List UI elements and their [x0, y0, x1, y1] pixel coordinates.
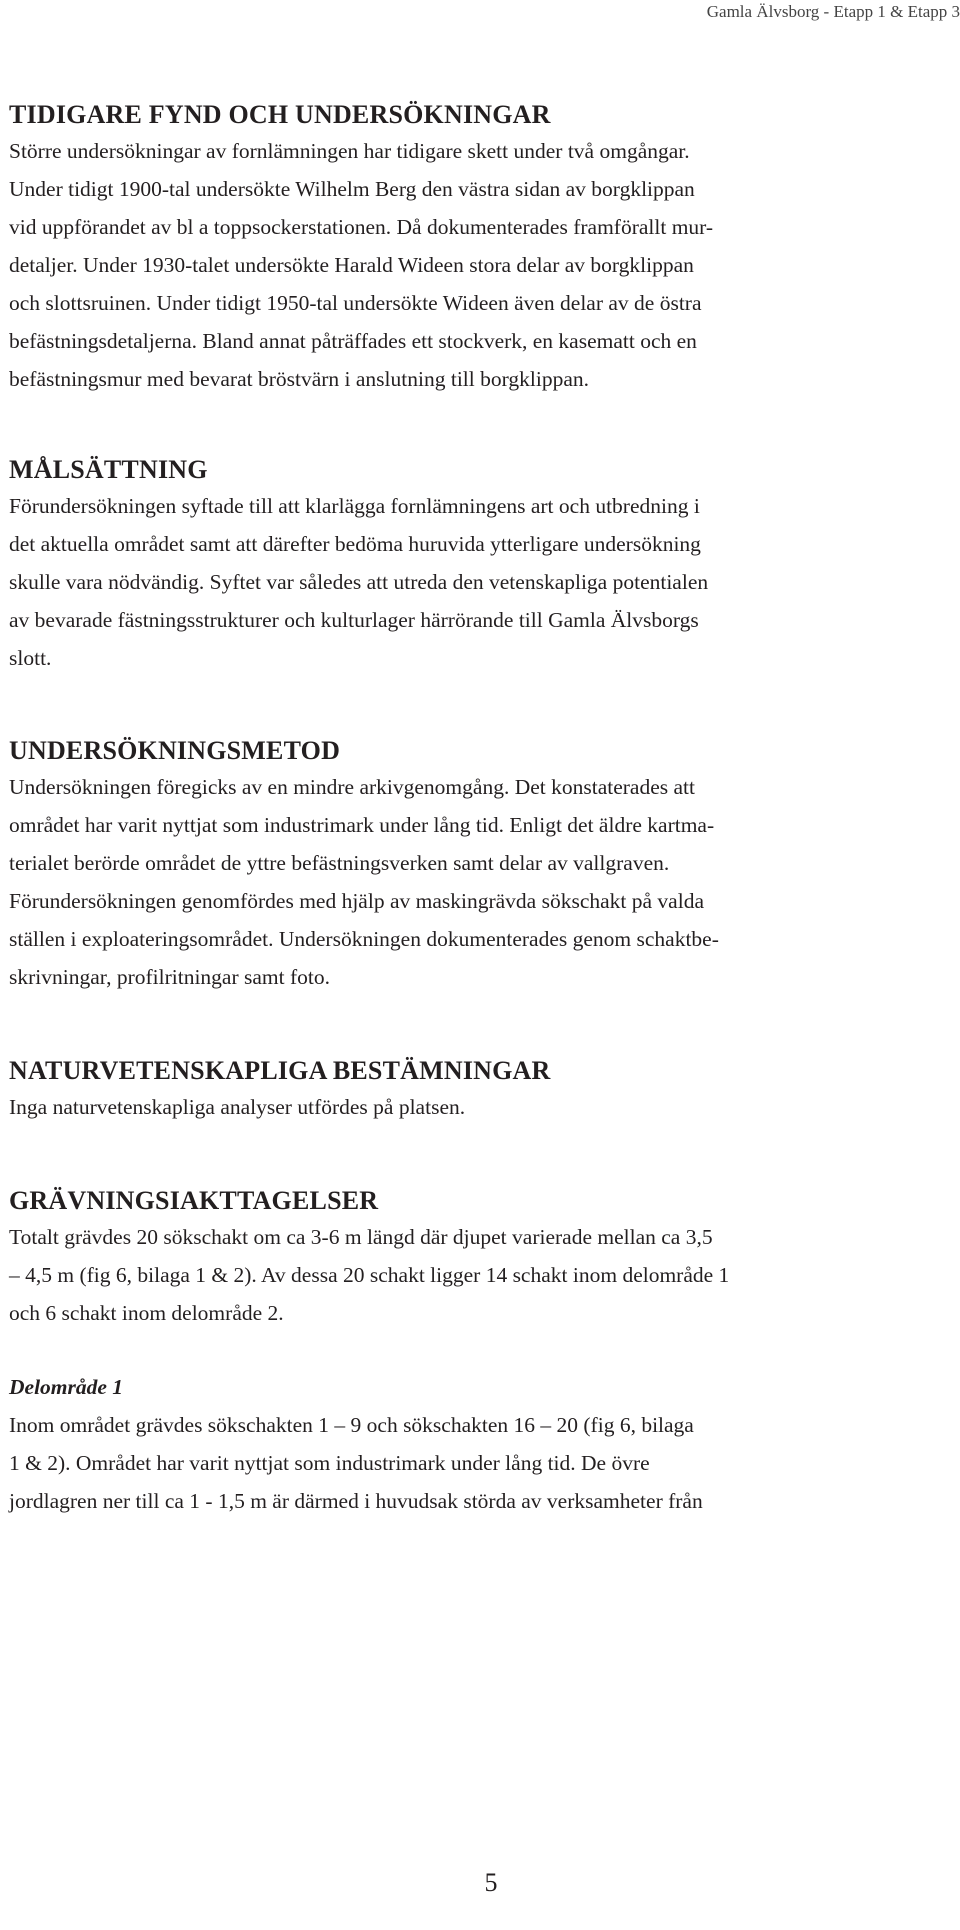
paragraph-line: detaljer. Under 1930-talet undersökte Harald Wideen stora delar av borgklippan [9, 253, 694, 277]
paragraph-line: Inga naturvetenskapliga analyser utfördes på platsen. [9, 1095, 466, 1119]
paragraph-line: Inom området grävdes sökschakten 1 – 9 och sökschakten 16 – 20 (fig 6, bilaga [9, 1413, 694, 1437]
paragraph-line: Undersökningen föregicks av en mindre arkivgenomgång. Det konstaterades att [9, 775, 695, 799]
section-heading: UNDERSÖKNINGSMETOD [9, 736, 341, 765]
paragraph-line: Totalt grävdes 20 sökschakt om ca 3-6 m längd där djupet varierade mellan ca 3,5 [9, 1225, 713, 1249]
paragraph-line: vid uppförandet av bl a toppsockerstationen. Då dokumenterades framförallt mur- [9, 215, 714, 239]
section-paragraph [9, 1406, 959, 1520]
running-header: Gamla Älvsborg - Etapp 1 & Etapp 3 [706, 2, 960, 21]
paragraph-line: Under tidigt 1900-tal undersökte Wilhelm Berg den västra sidan av borgklippan [9, 177, 695, 201]
paragraph-line: terialet berörde området de yttre befästningsverken samt delar av vallgraven. [9, 851, 670, 875]
section-heading: TIDIGARE FYND OCH UNDERSÖKNINGAR [9, 100, 551, 129]
paragraph-line: området har varit nyttjat som industrimark under lång tid. Enligt det äldre kartma- [9, 813, 715, 837]
paragraph-line: Större undersökningar av fornlämningen har tidigare skett under två omgångar. [9, 139, 690, 163]
paragraph-line: slott. [9, 646, 52, 670]
section-delomrade-1 [9, 1368, 959, 1520]
paragraph-line: ställen i exploateringsområdet. Undersökningen dokumenterades genom schaktbe- [9, 927, 719, 951]
section-malsattning [9, 453, 959, 677]
sub-heading: Delområde 1 [9, 1375, 124, 1399]
section-heading: GRÄVNINGSIAKTTAGELSER [9, 1186, 379, 1215]
page-number-text: 5 [484, 1868, 498, 1897]
paragraph-line: Förundersökningen genomfördes med hjälp av maskingrävda sökschakt på valda [9, 889, 704, 913]
paragraph-line: jordlagren ner till ca 1 - 1,5 m är därmed i huvudsak störda av verksamheter från [9, 1489, 703, 1513]
paragraph-line: det aktuella området samt att därefter bedöma huruvida ytterligare undersökning [9, 532, 701, 556]
section-gravningsiakttagelser [9, 1184, 959, 1332]
paragraph-line: – 4,5 m (fig 6, bilaga 1 & 2). Av dessa 20 schakt ligger 14 schakt inom delområde 1 [9, 1263, 730, 1287]
section-paragraph [9, 768, 959, 996]
section-heading: MÅLSÄTTNING [9, 455, 208, 484]
section-naturvetenskapliga [9, 1054, 959, 1126]
page-number [0, 1868, 960, 1898]
paragraph-line: av bevarade fästningsstrukturer och kulturlager härrörande till Gamla Älvsborgs [9, 608, 699, 632]
section-paragraph [9, 132, 959, 398]
paragraph-line: och 6 schakt inom delområde 2. [9, 1301, 284, 1325]
page-content [9, 98, 959, 1520]
paragraph-line: skulle vara nödvändig. Syftet var således att utreda den vetenskapliga potentialen [9, 570, 709, 594]
paragraph-line: befästningsdetaljerna. Bland annat påträffades ett stockverk, en kasematt och en [9, 329, 697, 353]
section-tidigare-fynd [9, 98, 959, 398]
section-heading: NATURVETENSKAPLIGA BESTÄMNINGAR [9, 1056, 551, 1085]
section-paragraph [9, 1218, 959, 1332]
paragraph-line: 1 & 2). Området har varit nyttjat som industrimark under lång tid. De övre [9, 1451, 650, 1475]
paragraph-line: befästningsmur med bevarat bröstvärn i anslutning till borgklippan. [9, 367, 589, 391]
paragraph-line: skrivningar, profilritningar samt foto. [9, 965, 330, 989]
section-paragraph [9, 1088, 959, 1126]
paragraph-line: och slottsruinen. Under tidigt 1950-tal undersökte Wideen även delar av de östra [9, 291, 702, 315]
paragraph-line: Förundersökningen syftade till att klarlägga fornlämningens art och utbredning i [9, 494, 700, 518]
section-undersokningsmetod [9, 734, 959, 996]
section-paragraph [9, 487, 959, 677]
